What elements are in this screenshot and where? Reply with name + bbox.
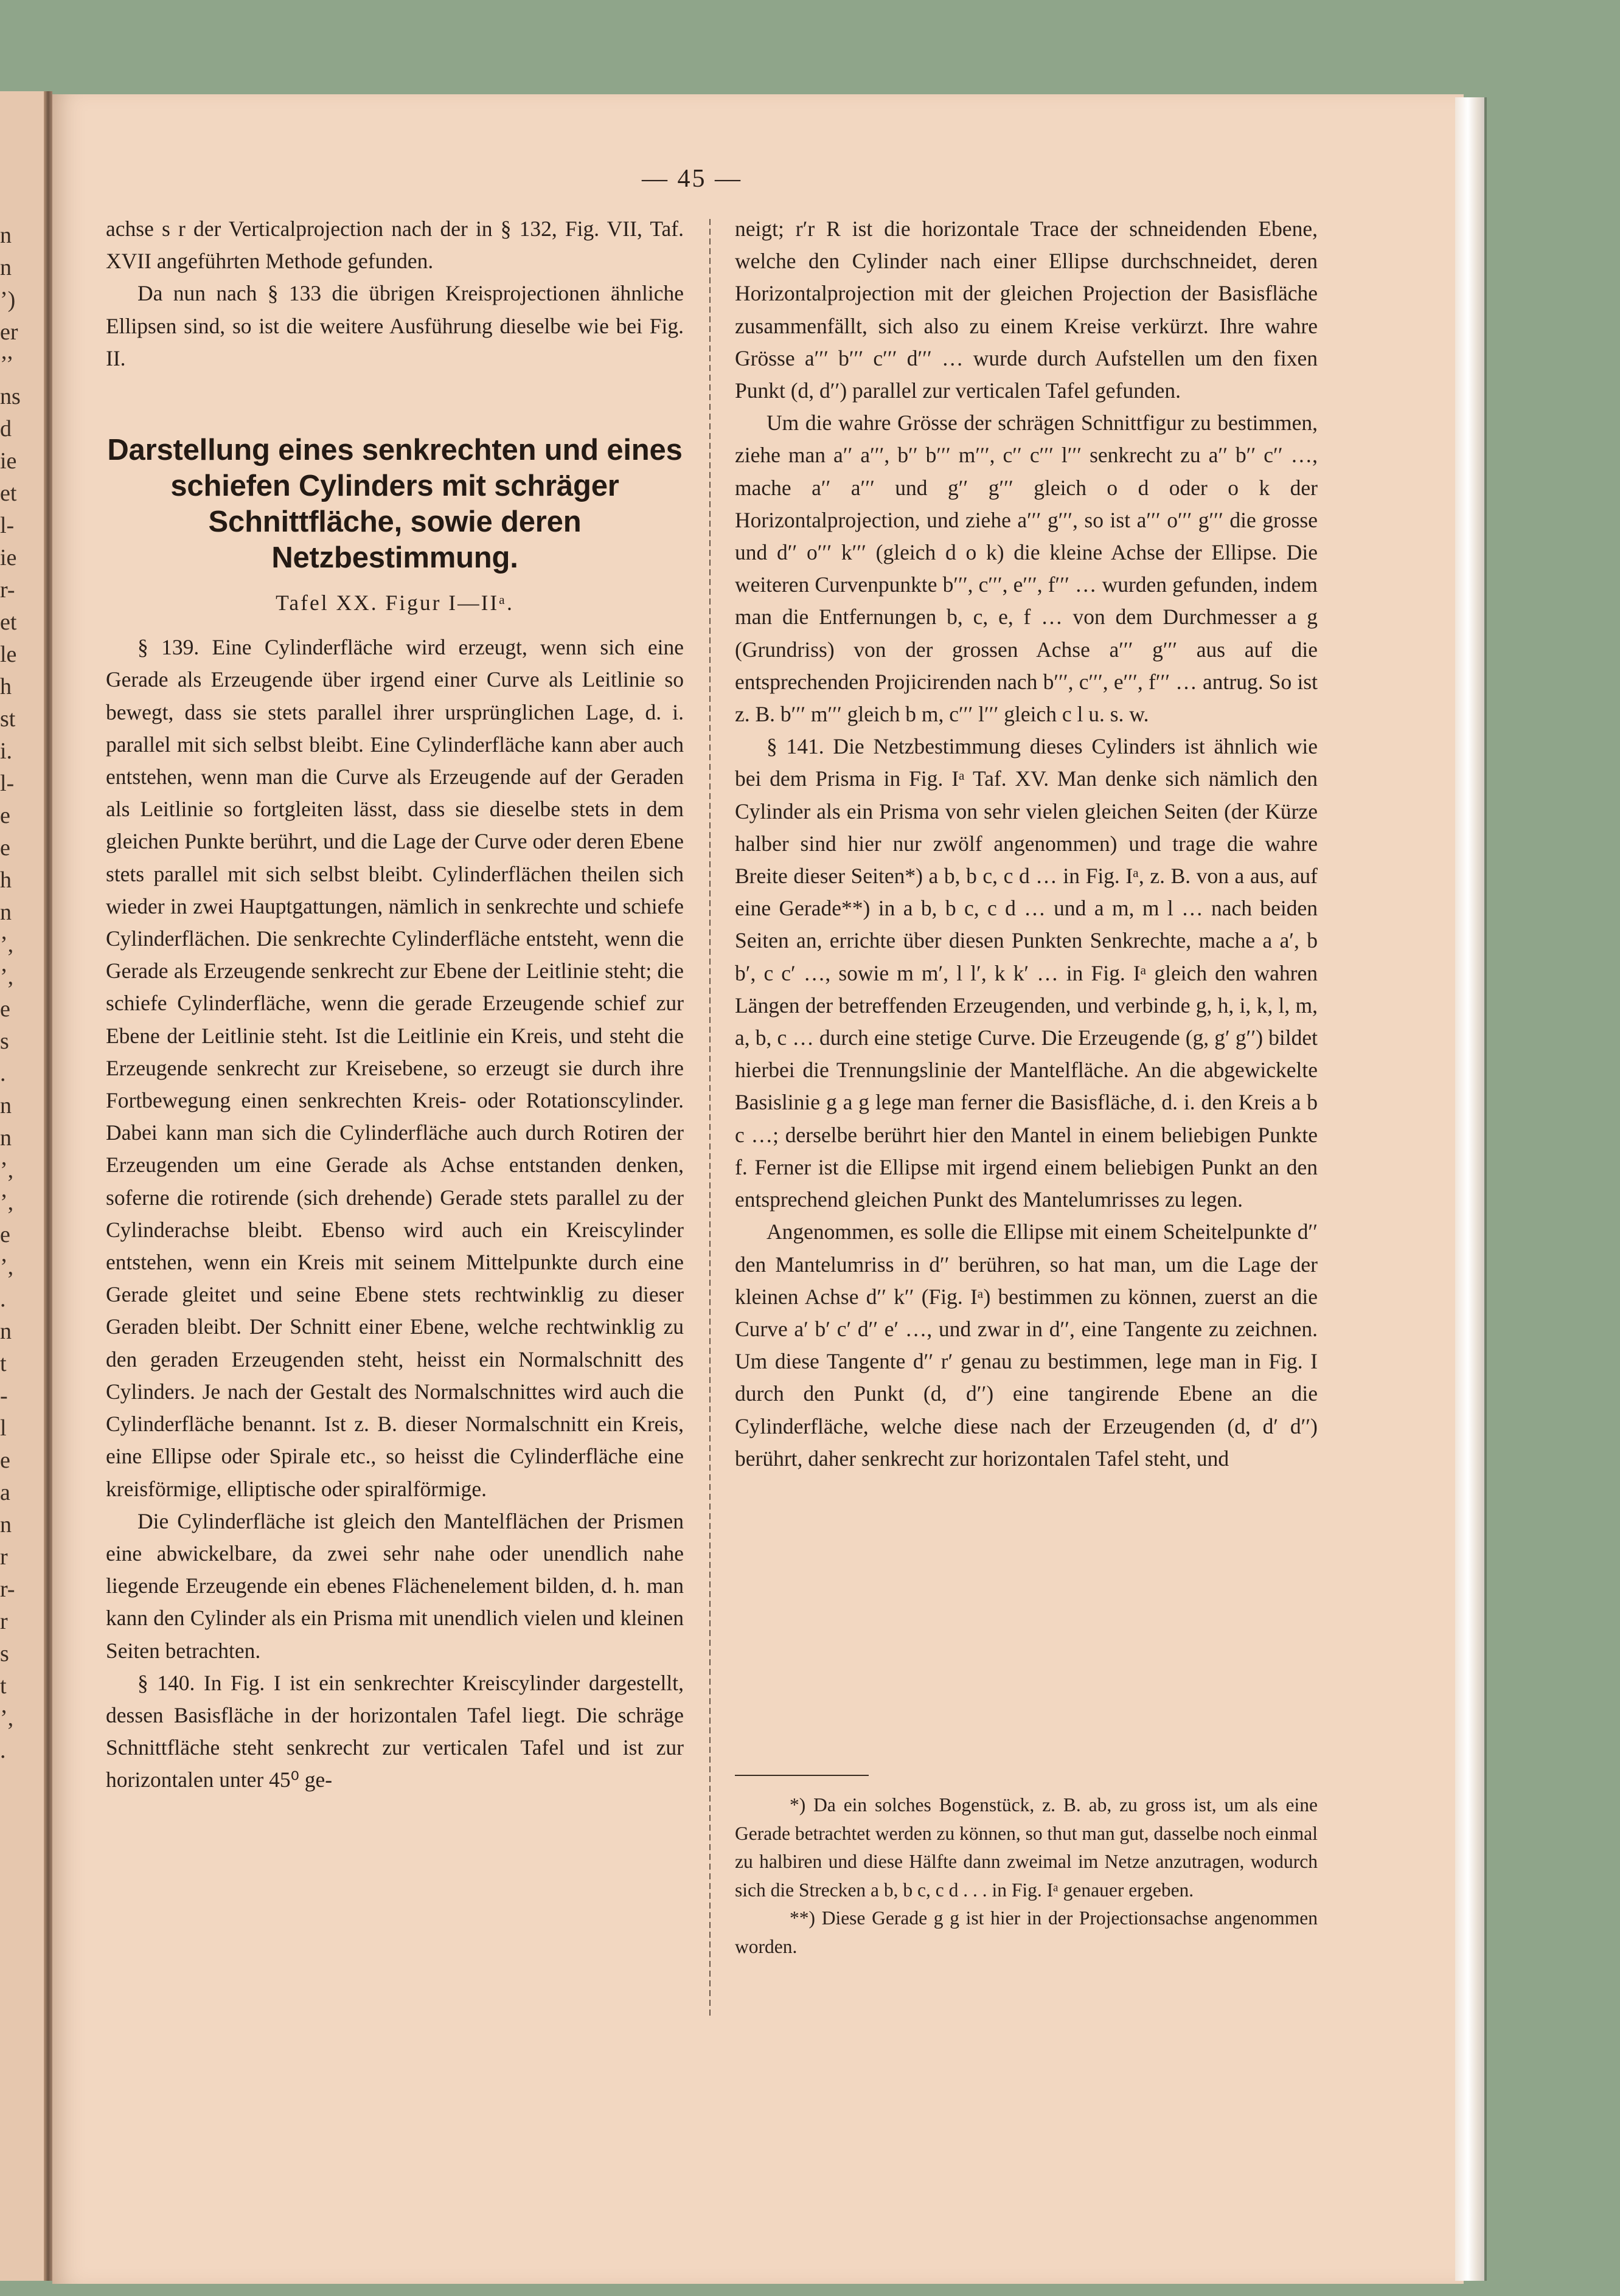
facing-page-text-fragment: . <box>0 1061 6 1086</box>
facing-page-text-fragment: ’, <box>0 1705 14 1731</box>
facing-page-text-fragment: ’, <box>0 932 14 957</box>
facing-page-text-fragment: t <box>0 1351 7 1376</box>
paragraph: Um die wahre Grösse der schrägen Schnittfigur zu bestimmen, ziehe man a′′ a′′′, b′′ b′′′ m′′′, c′′ c′′′ l′′′ senkrecht zu a′′ b′′ c′′ …, mache a′′ a′′′ und g′′ g′′′ gleich o d oder o k der Horizontalprojection, und ziehe a′′′ g′′′, so ist a′′′ o′′′ g′′′ die grosse und d′′ o′′′ k′′′ (gleich d o k) die kleine Achse der Ellipse. Die weiteren Curvenpunkte b′′′, c′′′, e′′′, f′′′ … wurden gefunden, indem man die Entfernungen b, c, e, f … von dem Durchmesser a g (Grundriss) von der grossen Achse a′′′ g′′′ aus auf die entsprechenden Projicirenden nach b′′′, c′′′, e′′′, f′′′ … antrug. So ist z. B. b′′′ m′′′ gleich b m, c′′′ l′′′ gleich c l u. s. w. <box>735 411 1318 727</box>
footnotes <box>735 1791 1318 1961</box>
facing-page-text-fragment: ’) <box>0 287 16 313</box>
facing-page-text-fragment: r <box>0 1544 8 1570</box>
facing-page-text-fragment: e <box>0 835 10 861</box>
facing-page-text-fragment: l <box>0 1415 7 1441</box>
facing-page-text-fragment: s <box>0 1028 9 1054</box>
facing-page-text-fragment: r <box>0 1609 8 1634</box>
facing-page-text-fragment: t <box>0 1673 7 1699</box>
facing-page-text-fragment: . <box>0 1738 6 1763</box>
facing-page-text-fragment: a <box>0 1480 10 1505</box>
column-divider <box>709 219 711 2019</box>
facing-page-text-fragment: e <box>0 996 10 1022</box>
facing-page-text-fragment: et <box>0 480 17 506</box>
book-gutter <box>44 91 52 2281</box>
facing-page-text-fragment: e <box>0 1448 10 1473</box>
facing-page-text-fragment: i. <box>0 738 13 764</box>
facing-page-text-fragment: ns <box>0 384 21 409</box>
facing-page-text-fragment: r- <box>0 577 15 603</box>
facing-page-text-fragment: et <box>0 609 17 635</box>
facing-page-text-fragment: h <box>0 674 12 699</box>
facing-page-text-fragment: l- <box>0 771 15 796</box>
facing-page-text-fragment: n <box>0 900 12 925</box>
facing-page-text-fragment: le <box>0 642 17 667</box>
left-column <box>106 213 684 1797</box>
facing-page-text-fragment: n <box>0 1093 12 1119</box>
paragraph-141: § 141. Die Netzbestimmung dieses Cylinders ist ähnlich wie bei dem Prisma in Fig. Iᵃ Taf. XV. Man denke sich nämlich den Cylinder als ein Prisma von sehr vielen gleichen Seiten (der Kürze halber sind hier nur zwölf angenommen) und trage die wahre Breite dieser Seiten*) a b, b c, c d … in Fig. Iᵃ, z. B. von a aus, auf eine Gerade**) in a b, b c, c d … und a m, m l … nach beiden Seiten an, errichte über diesen Punkten Senkrechte, mache a a′, b b′, c c′ …, sowie m m′, l l′, k k′ … in Fig. Iᵃ gleich den wahren Längen der betreffenden Erzeugenden, und verbinde g, h, i, k, l, m, a, b, c … durch eine stetige Curve. Die Erzeugende (g, g′ g′′) bildet hierbei die Trennungslinie der Mantelfläche. An die abgewickelte Basislinie g a g lege man ferner die Basisfläche, d. i. den Kreis a b c …; derselbe berührt hier den Mantel in einem beliebigen Punkte f. Ferner ist die Ellipse mit irgend einem beliebigen Punkt an den entsprechend gleichen Punkt des Mantelumrisses zu legen. <box>735 734 1318 1212</box>
facing-page-text-fragment: ’, <box>0 1157 14 1183</box>
paragraph: achse s r der Verticalprojection nach der in § 132, Fig. VII, Taf. XVII angeführten Methode gefunden. <box>106 217 684 274</box>
paragraph: Angenommen, es solle die Ellipse mit einem Scheitelpunkte d′′ den Mantelumriss in d′′ berühren, so hat man, um die Lage der kleinen Achse d′′ k′′ (Fig. Iᵃ) bestimmen zu können, zuerst an die Curve a′ b′ c′ d′′ e′ …, und zwar in d′′, eine Tangente zu zeichnen. Um diese Tangente d′′ r′ genau zu bestimmen, lege man in Fig. I durch den Punkt (d, d′′) eine tangirende Ebene an die Cylinderfläche, welche diese nach der Erzeugenden (d, d′ d′′) berührt, daher senkrecht zur horizontalen Tafel steht, und <box>735 1219 1318 1471</box>
facing-page-text-fragment: n <box>0 223 12 248</box>
facing-page-text-fragment: ’, <box>0 1190 14 1215</box>
facing-page-text-fragment: n <box>0 1512 12 1538</box>
facing-page-text-fragment: er <box>0 319 18 345</box>
facing-page-text-fragment: ’, <box>0 964 14 990</box>
paragraph: neigt; r′r R ist die horizontale Trace der schneidenden Ebene, welche den Cylinder nach einer Ellipse durchschneidet, deren Horizontalprojection mit der gleichen Projection der Basisfläche zusammenfällt, sich also zu einem Kreise verkürzt. Ihre wahre Grösse a′′′ b′′′ c′′′ d′′′ … wurde durch Aufstellen um den fixen Punkt (d, d′′) parallel zur verticalen Tafel gefunden. <box>735 217 1318 403</box>
footnote-1: *) Da ein solches Bogenstück, z. B. ab, zu gross ist, um als eine Gerade betrachtet werden zu können, so thut man gut, dasselbe noch einmal zu halbiren und diese Hälfte dann zweimal im Netze anzutragen, wodurch sich die Strecken a b, b c, c d . . . in Fig. Iᵃ genauer ergeben. <box>735 1794 1318 1901</box>
facing-page-text-fragment: st <box>0 706 16 732</box>
footnote-rule <box>735 1775 869 1776</box>
facing-page-text-fragment: n <box>0 1319 12 1344</box>
paragraph-140: § 140. In Fig. I ist ein senkrechter Kreiscylinder dargestellt, dessen Basisfläche in der horizontalen Tafel liegt. Die schräge Schnittfläche steht senkrecht zur verticalen Tafel und ist zur horizontalen unter 45⁰ ge- <box>106 1670 684 1792</box>
section-heading: Darstellung eines senkrechten und eines schiefen Cylinders mit schräger Schnittfläche, sowie deren Netzbestimmung. <box>107 434 683 575</box>
page-block-edge <box>1455 97 1487 2281</box>
right-column <box>735 213 1318 1475</box>
facing-page-fragment <box>0 91 49 2281</box>
section-subheading: Tafel XX. Figur I—IIᵃ. <box>276 591 514 616</box>
facing-page-text-fragment: ’, <box>0 1254 14 1280</box>
paragraph-139: § 139. Eine Cylinderfläche wird erzeugt, wenn sich eine Gerade als Erzeugende über irgend einer Curve als Leitlinie so bewegt, dass sie stets parallel ihrer ursprünglichen Lage, d. i. parallel mit sich selbst bleibt. Eine Cylinderfläche kann aber auch entstehen, wenn man die Curve als Erzeugende auf der Geraden als Leitlinie so fortgleiten lässt, dass sie dieselbe stets in dem gleichen Punkte berührt, und die Lage der Curve oder deren Ebene stets parallel mit sich selbst bleibt. Cylinderflächen theilen sich wieder in zwei Hauptgattungen, nämlich in senkrechte und schiefe Cylinderflächen. Die senkrechte Cylinderfläche entsteht, wenn die Gerade als Erzeugende senkrecht zur Ebene der Leitlinie steht; die schiefe Cylinderfläche, wenn die gerade Erzeugende schief zur Ebene der Leitlinie steht. Ist die Leitlinie ein Kreis, und steht die Erzeugende senkrecht zur Kreisebene, so erzeugt sie durch ihre Fortbewegung einen senkrechten Kreis- oder Rotationscylinder. Dabei kann man sich die Cylinderfläche auch durch Rotiren der Erzeugenden um eine Gerade als Achse entstanden denken, soferne die rotirende (sich drehende) Gerade stets parallel zu der Cylinderachse bleibt. Ebenso wird auch ein Kreiscylinder entstehen, wenn ein Kreis mit seinem Mittelpunkte durch eine Gerade gleitet und seine Ebene stets rechtwinklig zu dieser Geraden bleibt. Der Schnitt einer Ebene, welche rechtwinklig zu den geraden Erzeugenden steht, heisst ein Normalschnitt des Cylinders. Je nach der Gestalt des Normalschnittes wird auch die Cylinderfläche benannt. Ist z. B. dieser Normalschnitt ein Kreis, eine Ellipse oder Spirale etc., so heisst die Cylinderfläche eine kreisförmige, elliptische oder spiralförmige. <box>106 635 684 1501</box>
paragraph: Die Cylinderfläche ist gleich den Mantelflächen der Prismen eine abwickelbare, da zwei sehr nahe oder unendlich nahe liegende Erzeugende ein ebenes Flächenelement bilden, d. h. man kann den Cylinder als ein Prisma mit unendlich vielen und kleinen Seiten betrachten. <box>106 1508 684 1663</box>
facing-page-text-fragment: d <box>0 416 12 442</box>
footnote-2: **) Diese Gerade g g ist hier in der Projectionsachse angenommen worden. <box>735 1907 1318 1957</box>
facing-page-text-fragment: e <box>0 1222 10 1247</box>
cover-board-edge <box>1484 97 1487 2281</box>
page-number: — 45 — <box>642 165 742 193</box>
facing-page-text-fragment: ’’ <box>0 352 14 377</box>
facing-page-text-fragment: s <box>0 1641 9 1667</box>
facing-page-text-fragment: . <box>0 1286 6 1312</box>
facing-page-text-fragment: h <box>0 867 12 893</box>
facing-page-text-fragment: n <box>0 1125 12 1151</box>
facing-page-text-fragment: ie <box>0 448 17 474</box>
facing-page-text-fragment: r- <box>0 1576 15 1602</box>
facing-page-text-fragment: l- <box>0 513 15 538</box>
facing-page-text-fragment: - <box>0 1383 8 1409</box>
facing-page-text-fragment: n <box>0 255 12 280</box>
facing-page-text-fragment: e <box>0 803 10 828</box>
paragraph: Da nun nach § 133 die übrigen Kreisprojectionen ähnliche Ellipsen sind, so ist die weitere Ausführung dieselbe wie bei Fig. II. <box>106 281 684 370</box>
facing-page-text-fragment: ie <box>0 545 17 571</box>
